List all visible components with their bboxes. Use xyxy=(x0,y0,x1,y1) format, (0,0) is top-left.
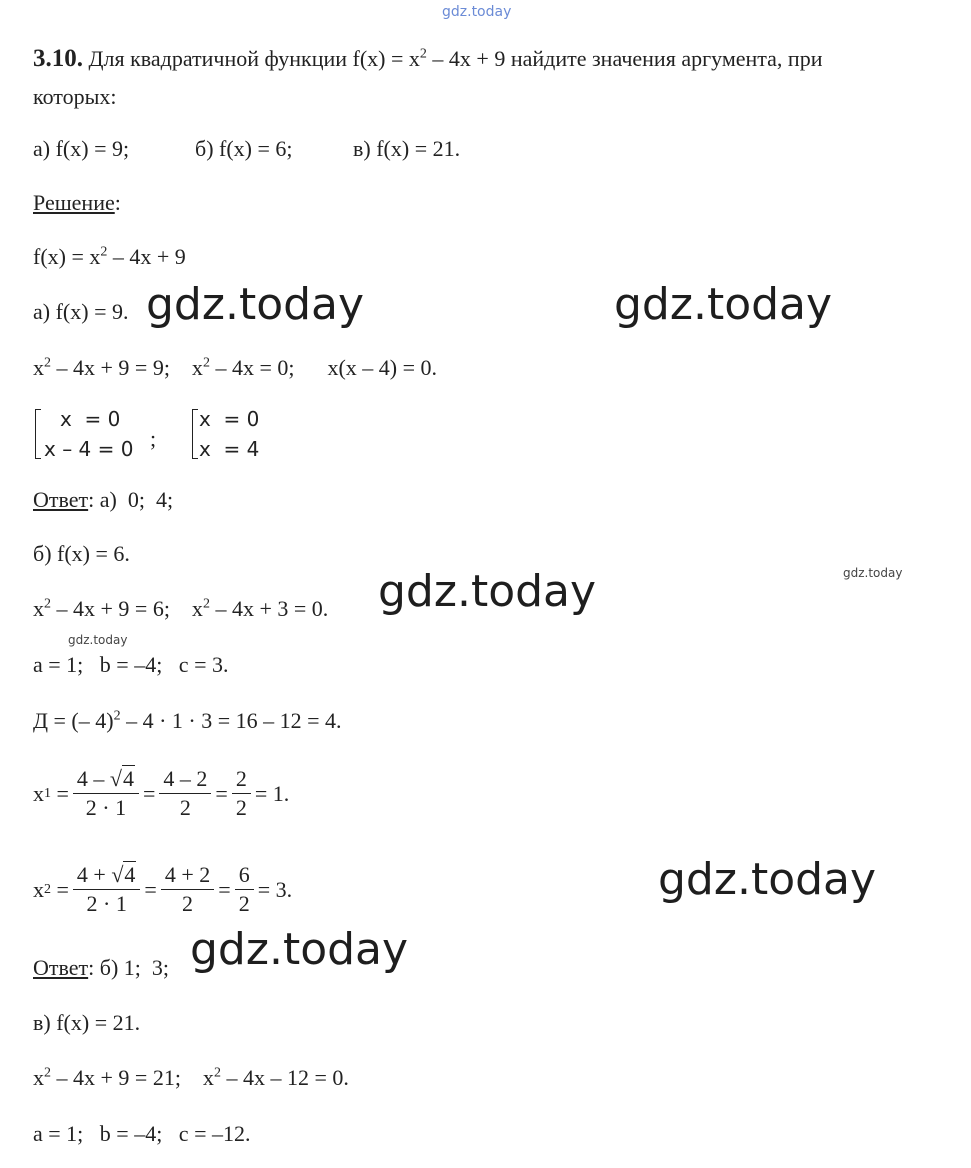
x1-eq3: = xyxy=(215,780,228,806)
x2-var: x xyxy=(33,876,44,902)
x1-var: x xyxy=(33,780,44,806)
part-b-discriminant xyxy=(33,710,342,732)
part-c-label: в) f(x) = 21. xyxy=(33,1010,141,1035)
system-2-line-1: x = 0 xyxy=(199,407,260,431)
x1-f1-den: 2 · 1 xyxy=(85,795,127,820)
system-1 xyxy=(44,404,133,464)
watermark-4: gdz.today xyxy=(843,566,903,580)
x2-result: = 3. xyxy=(257,876,293,902)
x2-f1-den: 2 · 1 xyxy=(86,891,127,916)
answer-b-label: Ответ xyxy=(33,955,89,980)
x1-frac-2 xyxy=(159,768,211,819)
option-a: а) f(x) = 9; xyxy=(33,136,130,161)
function-post: – 4x + 9 xyxy=(107,244,186,269)
x1-eq: = xyxy=(51,780,69,806)
x2-f2-den: 2 xyxy=(182,891,194,916)
part-a-label: а) f(x) = 9. xyxy=(33,299,129,324)
x1-frac-1: $\frac{4 - √4}{2 \cdot 1}$ xyxy=(73,768,139,819)
watermark-top: gdz.today xyxy=(442,4,512,20)
problem-text-end: – 4x + 9 найдите значения аргумента, при xyxy=(426,46,823,71)
problem-statement-line2: которых: xyxy=(33,84,117,109)
system-1-bracket xyxy=(35,409,41,459)
watermark-6: gdz.today xyxy=(658,854,877,905)
eq-a-s1: x xyxy=(33,355,44,380)
x2-frac-2 xyxy=(161,864,214,915)
x1-f3-den: 2 xyxy=(235,795,247,820)
problem-number: 3.10. xyxy=(33,45,83,72)
eq-b-s1: x xyxy=(33,596,44,621)
x1-f2-num: 4 – 2 xyxy=(159,768,211,794)
watermark-2: gdz.today xyxy=(614,279,833,330)
answer-a-text: : а) 0; 4; xyxy=(88,487,174,512)
watermark-7: gdz.today xyxy=(190,924,409,975)
eq-c-s1: x xyxy=(33,1065,44,1090)
x1-eq2: = xyxy=(143,780,156,806)
x2-eq3: = xyxy=(218,876,231,902)
x1-f1-num: 4 – xyxy=(76,766,110,791)
function-exp: 2 xyxy=(100,244,108,260)
eq-b-s2: – 4x + 9 = 6; x xyxy=(51,596,203,621)
system-1-line-2: x – 4 = 0 xyxy=(44,437,134,461)
eq-c-e2: 2 xyxy=(213,1065,221,1081)
eq-c-s2: – 4x + 9 = 21; x xyxy=(51,1065,214,1090)
eq-b-e1: 2 xyxy=(44,596,51,612)
disc-exp: 2 xyxy=(113,708,121,724)
eq-a-e1: 2 xyxy=(44,355,51,371)
disc-post: – 4 · 1 · 3 = 16 – 12 = 4. xyxy=(120,708,342,733)
x1-f3-num: 2 xyxy=(232,768,251,794)
eq-b-e2: 2 xyxy=(202,596,210,612)
function-pre: f(x) = x xyxy=(33,244,101,269)
problem-statement xyxy=(33,46,822,71)
root-x2: x 2 = $\frac{4 + √4}{2 \cdot 1}$ = $\frac{4 + 2}{2}$ = $\frac{6}{2}$ = 3. xyxy=(33,862,293,916)
root-x1: x 1 = $\frac{4 - √4}{2 \cdot 1}$ = $\frac{4 - 2}{2}$ = $\frac{2}{2}$ = 1. xyxy=(33,766,290,820)
system-1-line-1: x = 0 xyxy=(60,407,121,431)
x1-f2-den: 2 xyxy=(179,795,191,820)
x2-f2-num: 4 + 2 xyxy=(161,864,214,890)
system-2-line-2: x = 4 xyxy=(199,437,260,461)
option-b: б) f(x) = 6; xyxy=(195,136,293,161)
part-c-equation xyxy=(33,1067,349,1089)
eq-a-e2: 2 xyxy=(202,355,210,371)
watermark-5: gdz.today xyxy=(68,633,128,647)
eq-a-s3: – 4x = 0; x(x – 4) = 0. xyxy=(209,355,438,380)
part-b-label: б) f(x) = 6. xyxy=(33,541,130,566)
x2-f1-root: 4 xyxy=(124,862,136,887)
x2-eq: = xyxy=(51,876,69,902)
eq-b-s3: – 4x + 3 = 0. xyxy=(209,596,329,621)
x2-eq2: = xyxy=(144,876,157,902)
option-c: в) f(x) = 21. xyxy=(353,136,461,161)
x2-frac-1: $\frac{4 + √4}{2 \cdot 1}$ xyxy=(73,864,141,915)
part-a-equation xyxy=(33,357,437,379)
part-c-coefficients: a = 1; b = –4; c = –12. xyxy=(33,1121,251,1146)
answer-b-text: : б) 1; 3; xyxy=(88,955,169,980)
watermark-1: gdz.today xyxy=(146,279,365,330)
solution-heading xyxy=(33,192,121,214)
answer-a xyxy=(33,489,173,511)
problem-exp: 2 xyxy=(419,46,427,62)
system-separator: ; xyxy=(150,426,157,451)
disc-pre: Д = (– 4) xyxy=(33,708,114,733)
part-b-equation xyxy=(33,598,328,620)
x2-f1-num: 4 + xyxy=(76,862,112,887)
function-definition xyxy=(33,246,186,268)
system-2 xyxy=(199,404,259,464)
system-2-bracket xyxy=(192,409,198,459)
answer-b xyxy=(33,957,169,979)
problem-text: Для квадратичной функции f(x) = x xyxy=(83,46,420,71)
eq-a-s2: – 4x + 9 = 9; x xyxy=(51,355,203,380)
eq-c-e1: 2 xyxy=(44,1065,51,1081)
solution-heading-colon: : xyxy=(114,190,121,215)
part-b-coefficients: a = 1; b = –4; c = 3. xyxy=(33,652,229,677)
x1-result: = 1. xyxy=(254,780,290,806)
watermark-3: gdz.today xyxy=(378,566,597,617)
x2-f3-den: 2 xyxy=(238,891,250,916)
solution-heading-text: Решение xyxy=(33,190,115,215)
x2-frac-3 xyxy=(235,864,254,915)
answer-a-label: Ответ xyxy=(33,487,89,512)
x2-f3-num: 6 xyxy=(235,864,254,890)
x1-f1-root: 4 xyxy=(123,766,134,791)
x1-frac-3 xyxy=(232,768,251,819)
eq-c-s3: – 4x – 12 = 0. xyxy=(220,1065,349,1090)
